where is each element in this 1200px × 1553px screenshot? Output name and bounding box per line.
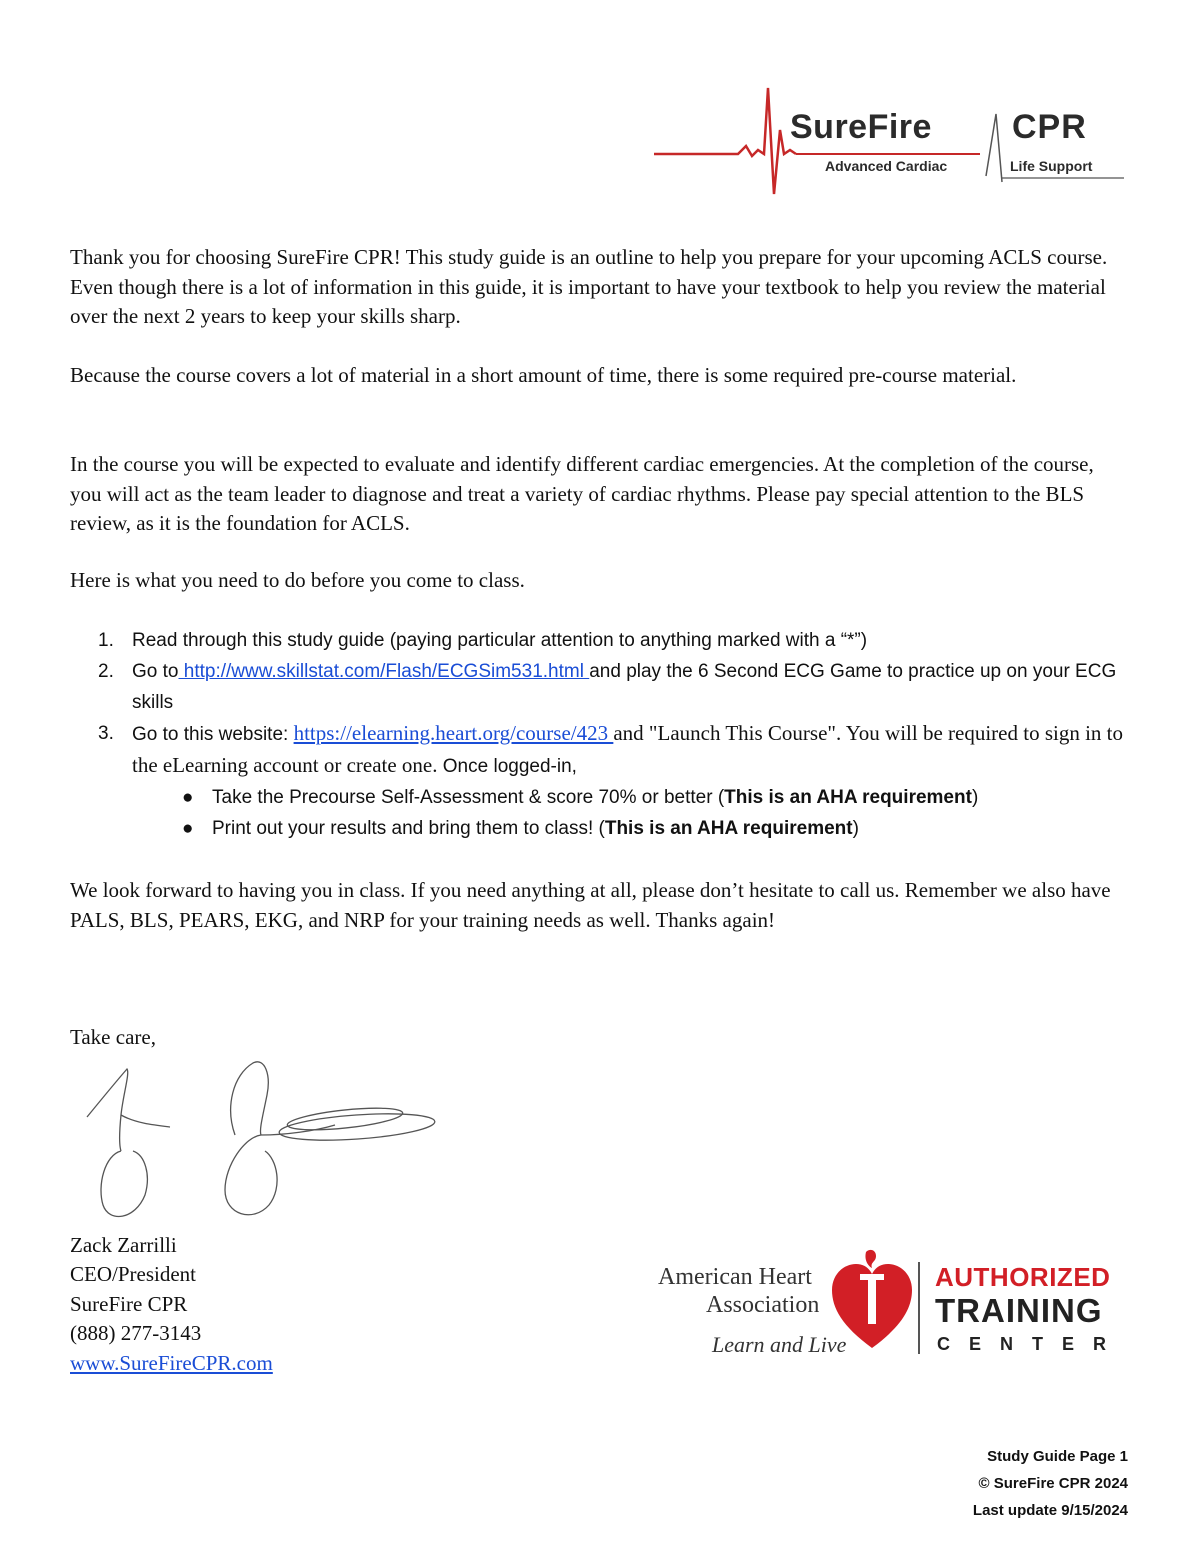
page-footer [973, 1443, 1128, 1524]
website-link[interactable]: www.SureFireCPR.com [70, 1350, 273, 1375]
logo-subtitle-left: Advanced Cardiac [825, 158, 948, 174]
bullet-icon: ● [182, 818, 194, 839]
steps-list [70, 625, 1140, 844]
aha-tagline: Learn and Live [712, 1332, 847, 1357]
logo-cpr: CPR [1012, 108, 1087, 146]
precourse-paragraph: Because the course covers a lot of material in a short amount of time, there is some required pre-course material. [70, 363, 1017, 387]
logo-subtitle-right: Life Support [1010, 158, 1093, 174]
step-text: Go to this website: [132, 724, 294, 745]
step-text: Read through this study guide (paying particular attention to anything marked with a “*”) [132, 630, 868, 651]
elearning-link[interactable]: https://elearning.heart.org/course/423 [293, 721, 614, 745]
aha-name-line2: Association [706, 1292, 820, 1318]
step-item [70, 625, 1140, 656]
requirement-note: This is an AHA requirement [724, 787, 972, 808]
signer-phone: (888) 277-3143 [70, 1321, 202, 1346]
logo-divider [918, 1262, 920, 1354]
bullet-text: Print out your results and bring them to class! ( [212, 818, 605, 839]
step-number: 3. [98, 723, 114, 744]
skillstat-link[interactable]: http://www.skillstat.com/Flash/ECGSim531.html [178, 661, 590, 682]
logo-brand: SureFire [790, 108, 932, 146]
closing-paragraph: We look forward to having you in class. If you need anything at all, please don’t hesitate to call us. Remember we also have PALS, BLS, PEARS, EKG, and NRP for your training needs as well. Thanks again! [70, 878, 1111, 932]
step-number: 2. [98, 661, 114, 682]
step-text: and play the 6 Second ECG Game to practice up on your ECG skills [132, 661, 1117, 713]
surefire-logo [650, 84, 1130, 200]
aha-name-line1: American Heart [658, 1264, 812, 1290]
handwritten-signature [75, 1055, 445, 1225]
heart-torch-icon [832, 1248, 912, 1358]
requirement-note: This is an AHA requirement [604, 818, 853, 839]
footer-copyright: © SureFire CPR 2024 [978, 1475, 1128, 1492]
bullet-close: ) [971, 787, 979, 808]
signer-title: CEO/President [70, 1262, 196, 1287]
before-class-paragraph: Here is what you need to do before you come to class. [70, 568, 525, 592]
bullet-close: ) [852, 818, 859, 839]
step-number: 1. [98, 630, 114, 651]
step-item [70, 718, 1140, 844]
bullet-icon: ● [182, 787, 194, 808]
signature-block [70, 1231, 273, 1378]
course-expectations-paragraph: In the course you will be expected to evaluate and identify different cardiac emergencies. At the completion of the course, you will act as the team leader to diagnose and treat a variety of cardiac rhythms. Please pay special attention to the BLS review, as it is the foundation for ACLS. [70, 452, 1094, 535]
bullet-text: Take the Precourse Self-Assessment & score 70% or better ( [212, 787, 725, 808]
bullet-item [132, 782, 1140, 813]
footer-page: Study Guide Page 1 [987, 1448, 1128, 1465]
authorized-label: AUTHORIZED [935, 1262, 1111, 1292]
step-item [70, 656, 1140, 718]
aha-training-center-logo [650, 1248, 1140, 1363]
signer-company: SureFire CPR [70, 1291, 188, 1316]
requirements-list [132, 782, 1140, 844]
step-text: and "Launch This Course". You will be required to sign in to the eLearning account or create one. [132, 721, 1123, 777]
bullet-item [132, 813, 1140, 844]
footer-updated: Last update 9/15/2024 [972, 1502, 1128, 1519]
training-label: TRAINING [935, 1292, 1103, 1329]
step-text: Go to [132, 661, 179, 682]
center-label: CENTER [937, 1334, 1126, 1354]
step-text: Once logged-in, [437, 756, 577, 777]
intro-paragraph: Thank you for choosing SureFire CPR! This study guide is an outline to help you prepare for your upcoming ACLS course. Even though there is a lot of information in this guide, it is important to have your textbook to help you review the material over the next 2 years to keep your skills sharp. [70, 245, 1108, 328]
sign-off: Take care, [70, 1025, 156, 1049]
signer-name: Zack Zarrilli [70, 1233, 177, 1257]
